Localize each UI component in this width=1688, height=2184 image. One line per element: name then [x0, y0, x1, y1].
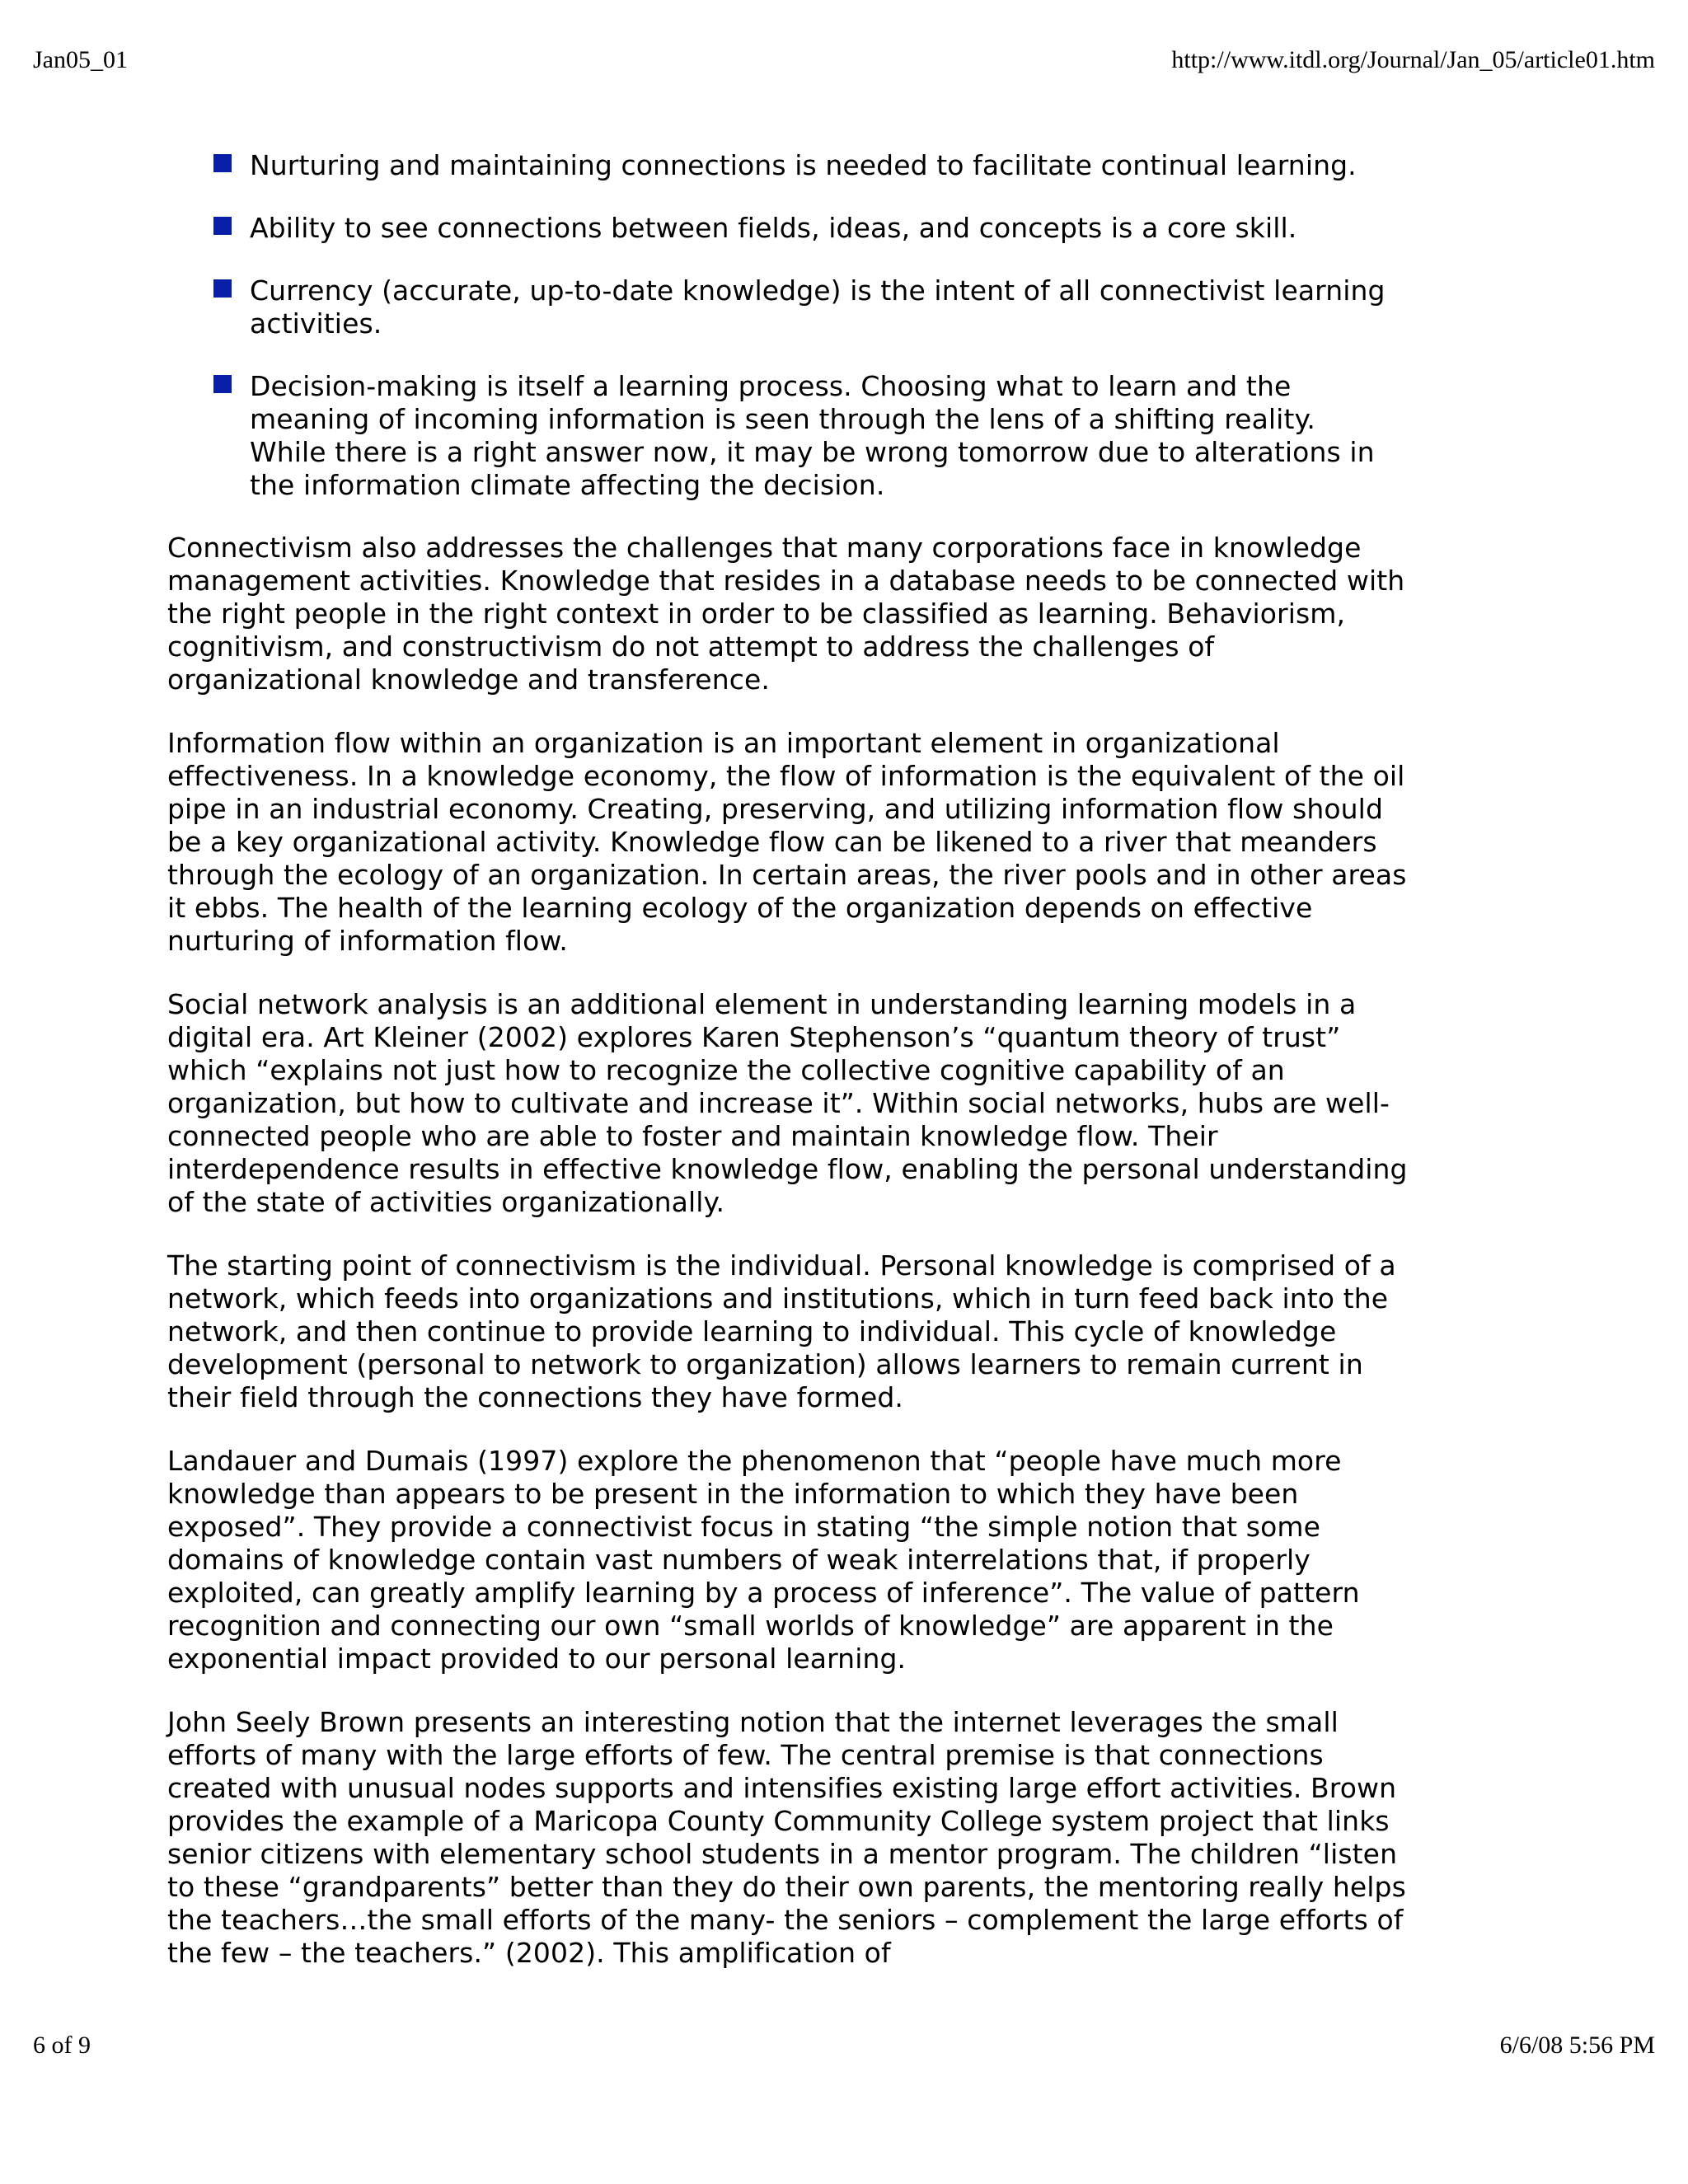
source-url: http://www.itdl.org/Journal/Jan_05/article01.htm — [1171, 46, 1655, 73]
square-bullet-icon — [213, 154, 232, 172]
list-item-text: Nurturing and maintaining connections is needed to facilitate continual learning. — [250, 149, 1357, 181]
square-bullet-icon — [213, 217, 232, 235]
paragraph-starting-point: The starting point of connectivism is the individual. Personal knowledge is comprised of a network, which feeds into organizations and institutions, which in turn feed back into the network, and then continue to provide learning to individual. This cycle of knowledge development (personal to network to organization) allows learners to remain current in their field through the connections they have formed. — [167, 1249, 1396, 1413]
list-item-text: Decision-making is itself a learning process. Choosing what to learn and the meaning of incoming information is seen through the lens of a shifting reality. While there is a right answer now, it may be wrong tomorrow due to alterations in the information climate affecting the decision. — [250, 370, 1375, 501]
list-item — [250, 212, 1416, 245]
paragraph-knowledge-management: Connectivism also addresses the challenges that many corporations face in knowledge management activities. Knowledge that resides in a database needs to be connected with the right people in the right context in order to be classified as learning. Behaviorism, cognitivism, and constructivism do not attempt to address the challenges of organizational knowledge and transference. — [167, 532, 1405, 696]
list-item — [250, 274, 1416, 340]
square-bullet-icon — [213, 375, 232, 393]
paragraph-landauer-dumais: Landauer and Dumais (1997) explore the phenomenon that “people have much more knowledge than appears to be present in the information to which they have been exposed”. They provide a connectivist focus in stating “the simple notion that some domains of knowledge contain vast numbers of weak interrelations that, if properly exploited, can greatly amplify learning by a process of inference”. The value of pattern recognition and connecting our own “small worlds of knowledge” are apparent in the exponential impact provided to our personal learning. — [167, 1445, 1360, 1675]
list-item-text: Ability to see connections between fields, ideas, and concepts is a core skill. — [250, 212, 1297, 244]
principles-list — [167, 149, 1416, 502]
paragraph-john-seely-brown: John Seely Brown presents an interesting notion that the internet leverages the small efforts of many with the large efforts of few. The central premise is that connections created with unusual nodes supports and intensifies existing large effort activities. Brown provides the example of a Maricopa County Community College system project that links senior citizens with elementary school students in a mentor program. The children “listen to these “grandparents” better than they do their own parents, the mentoring really helps the teachers…the small efforts of the many- the seniors – complement the large efforts of the few – the teachers.” (2002). This amplification of — [167, 1706, 1406, 1969]
paragraph-social-network-analysis: Social network analysis is an additional element in understanding learning models in a digital era. Art Kleiner (2002) explores Karen Stephenson’s “quantum theory of trust” which “explains not just how to recognize the collective cognitive capability of an organization, but how to cultivate and increase it”. Within social networks, hubs are well-connected people who are able to foster and maintain knowledge flow. Their interdependence results in effective knowledge flow, enabling the personal understanding of the state of activities organizationally. — [167, 988, 1408, 1218]
print-timestamp: 6/6/08 5:56 PM — [1499, 2032, 1655, 2059]
list-item — [250, 370, 1416, 502]
page-number: 6 of 9 — [33, 2032, 91, 2059]
paragraph-information-flow: Information flow within an organization is an important element in organizational effectiveness. In a knowledge economy, the flow of information is the equivalent of the oil pipe in an industrial economy. Creating, preserving, and utilizing information flow should be a key organizational activity. Knowledge flow can be likened to a river that meanders through the ecology of an organization. In certain areas, the river pools and in other areas it ebbs. The health of the learning ecology of the organization depends on effective nurturing of information flow. — [167, 727, 1407, 957]
square-bullet-icon — [213, 279, 232, 298]
list-item-text: Currency (accurate, up-to-date knowledge) is the intent of all connectivist learning activities. — [250, 274, 1386, 340]
list-item — [250, 149, 1416, 182]
document-id: Jan05_01 — [33, 46, 128, 73]
article-body — [167, 149, 1416, 2000]
